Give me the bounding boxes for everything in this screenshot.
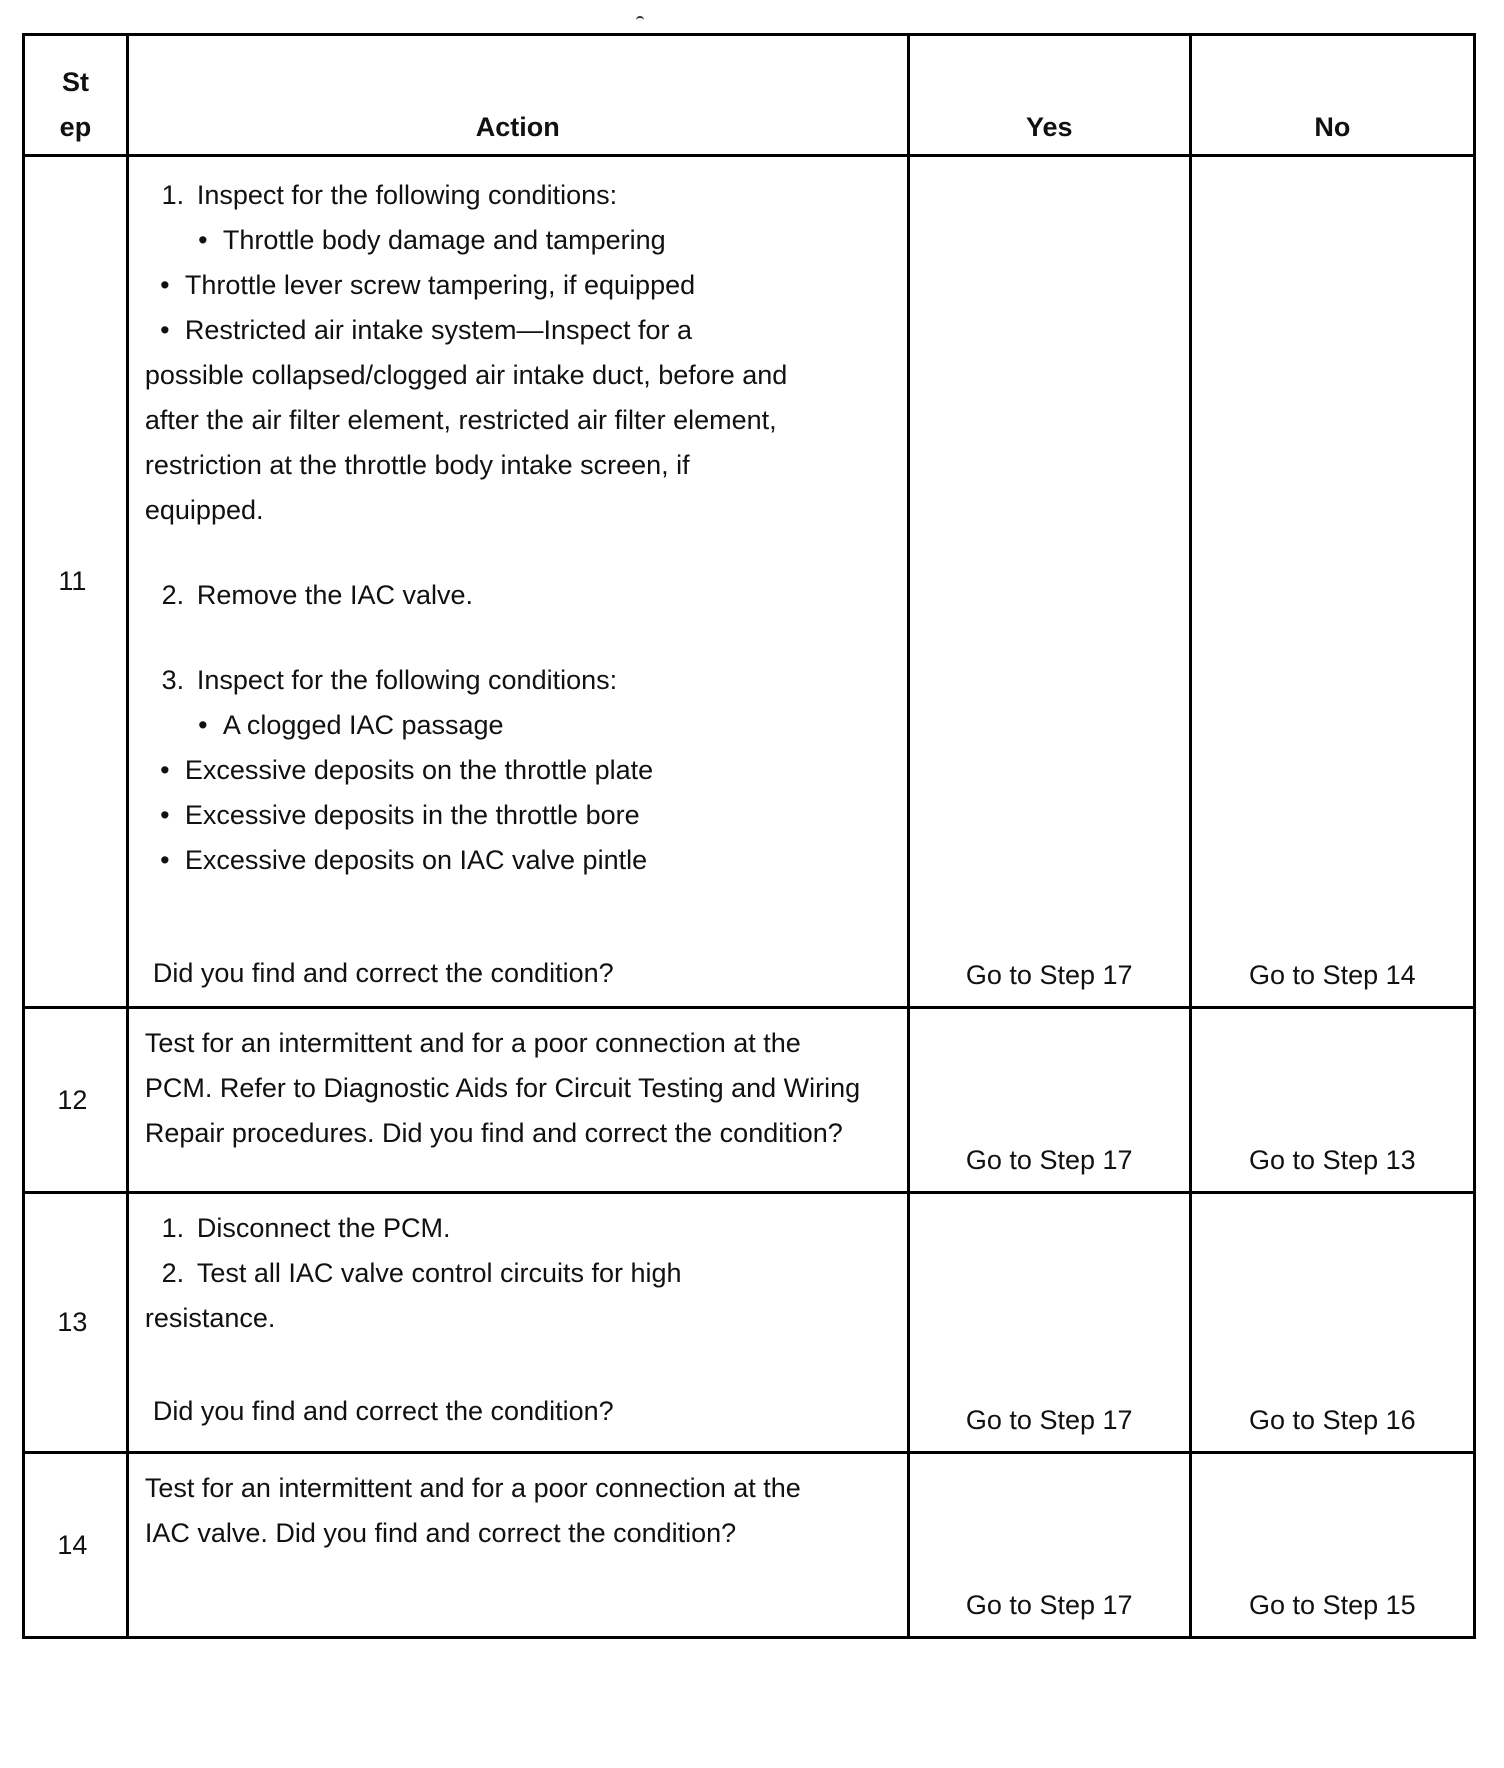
no-cell: Go to Step 16 <box>1190 1193 1474 1453</box>
yes-cell: Go to Step 17 <box>908 156 1190 1008</box>
page-mark <box>636 16 644 21</box>
step-number: 11 <box>24 156 128 1008</box>
action-text: Repair procedures. Did you find and correct the condition? <box>144 1118 843 1148</box>
list-item: • A clogged IAC passage <box>145 703 891 748</box>
list-item-continuation: possible collapsed/clogged air intake duct, before and <box>144 360 788 390</box>
step-number: 12 <box>24 1008 128 1193</box>
action-text: PCM. Refer to Diagnostic Aids for Circuit Testing and Wiring <box>144 1073 861 1103</box>
table-row <box>24 1008 1475 1193</box>
list-item: • Excessive deposits on the throttle plate <box>145 748 891 793</box>
no-cell: Go to Step 15 <box>1190 1453 1474 1638</box>
list-item: • Throttle body damage and tampering <box>145 218 891 263</box>
header-step: St ep <box>24 35 128 156</box>
list-item: • Throttle lever screw tampering, if equipped <box>145 263 891 308</box>
step-number: 14 <box>24 1453 128 1638</box>
no-cell: Go to Step 13 <box>1190 1008 1474 1193</box>
list-item-continuation: resistance. <box>144 1303 276 1333</box>
table-row <box>24 1453 1475 1638</box>
step-number: 13 <box>24 1193 128 1453</box>
table-row <box>24 1193 1475 1453</box>
header-action: Action <box>127 35 908 156</box>
action-text: Test for an intermittent and for a poor connection at the <box>144 1028 801 1058</box>
list-item-continuation: restriction at the throttle body intake screen, if <box>144 450 690 480</box>
action-cell <box>127 1008 908 1193</box>
list-item-continuation: after the air filter element, restricted air filter element, <box>144 405 777 435</box>
header-no: No <box>1190 35 1474 156</box>
list-item: 1. Inspect for the following conditions: <box>161 180 618 210</box>
question-text: Did you find and correct the condition? <box>152 1396 614 1426</box>
action-cell <box>127 1193 908 1453</box>
list-item: • Restricted air intake system—Inspect for a <box>145 308 891 353</box>
table-row <box>24 156 1475 1008</box>
list-item: 1. Disconnect the PCM. <box>161 1213 451 1243</box>
header-yes: Yes <box>908 35 1190 156</box>
list-item: 2. Test all IAC valve control circuits for high <box>161 1258 682 1288</box>
header-row <box>24 35 1475 156</box>
action-text: Test for an intermittent and for a poor connection at the <box>144 1473 801 1503</box>
list-item: 3. Inspect for the following conditions: <box>161 665 618 695</box>
question-text: Did you find and correct the condition? <box>152 958 614 988</box>
yes-cell: Go to Step 17 <box>908 1453 1190 1638</box>
action-cell <box>127 156 908 1008</box>
yes-cell: Go to Step 17 <box>908 1008 1190 1193</box>
list-item-continuation: equipped. <box>144 495 264 525</box>
no-cell: Go to Step 14 <box>1190 156 1474 1008</box>
yes-cell: Go to Step 17 <box>908 1193 1190 1453</box>
action-cell <box>127 1453 908 1638</box>
list-item: 2. Remove the IAC valve. <box>161 580 473 610</box>
list-item: • Excessive deposits in the throttle bore <box>145 793 891 838</box>
action-text: IAC valve. Did you find and correct the condition? <box>144 1518 737 1548</box>
list-item: • Excessive deposits on IAC valve pintle <box>145 838 891 883</box>
diagnostic-table <box>22 33 1476 1639</box>
